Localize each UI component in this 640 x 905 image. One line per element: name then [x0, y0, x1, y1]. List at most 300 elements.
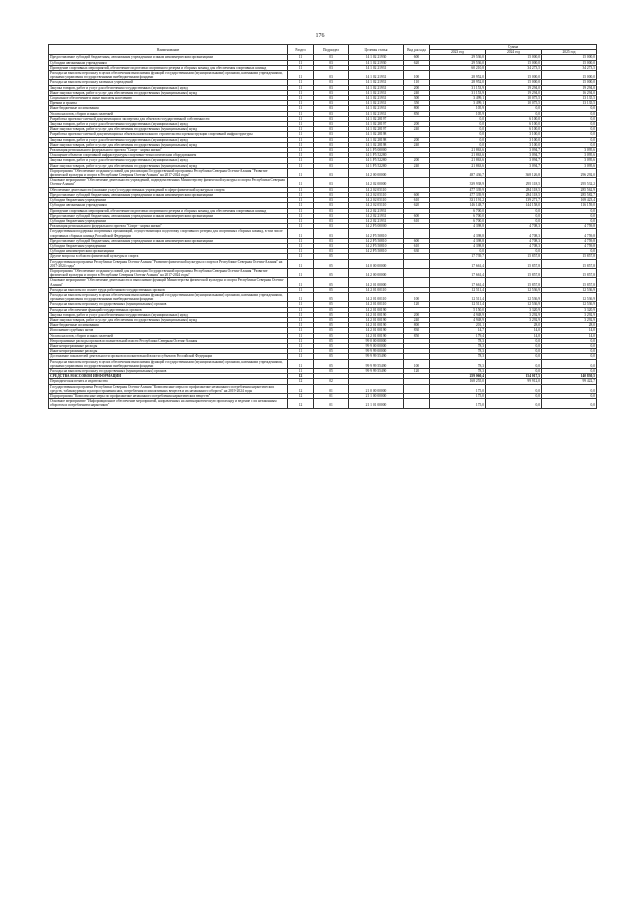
row-sum-2023: 60 210,8 — [430, 65, 486, 70]
row-sum-2025: 12 536,9 — [542, 292, 597, 301]
row-csr: 14 2 01 00000 — [349, 278, 404, 287]
row-sum-2025: 14,0 — [542, 333, 597, 338]
row-podrazdel: 05 — [314, 317, 349, 322]
row-podrazdel: 05 — [314, 292, 349, 301]
row-csr: 99 9 99 55490 — [349, 369, 404, 374]
row-csr: 14 1 02 21931 — [349, 71, 404, 80]
row-podrazdel: 02 — [314, 379, 349, 384]
header-vr: Вид расхода — [404, 45, 430, 55]
row-sum-2025: 15 857,8 — [542, 278, 597, 287]
row-sum-2024: 14,0 — [486, 333, 542, 338]
row-sum-2025: 0,0 — [542, 354, 597, 359]
row-podrazdel: 03 — [314, 106, 349, 111]
row-sum-2023: 17 661,4 — [430, 259, 486, 268]
row-sum-2023: 31 153,9 — [430, 85, 486, 90]
row-razdel: 11 — [288, 65, 314, 70]
row-csr: 21 0 00 00000 — [349, 384, 404, 393]
row-sum-2023: 0,0 — [430, 249, 486, 254]
row-razdel: 11 — [288, 328, 314, 333]
header-year-2023: 2023 год — [430, 50, 486, 55]
row-sum-2023: 168 255,0 — [430, 379, 486, 384]
row-podrazdel: 03 — [314, 229, 349, 238]
row-csr: 14 1 P5 52280 — [349, 163, 404, 168]
row-name: Субсидии автономным учреждениям — [49, 203, 288, 208]
row-razdel: 11 — [288, 148, 314, 153]
row-vr: 200 — [404, 137, 430, 142]
row-podrazdel: 03 — [314, 71, 349, 80]
row-podrazdel: 03 — [314, 249, 349, 254]
row-name: Периодическая печать и издательства — [49, 379, 288, 384]
row-vr: 610 — [404, 198, 430, 203]
row-csr: 99 9 99 55490 — [349, 359, 404, 368]
row-vr: 850 — [404, 111, 430, 116]
row-podrazdel: 03 — [314, 153, 349, 158]
table-row — [49, 259, 597, 268]
row-razdel: 11 — [288, 213, 314, 218]
row-sum-2024: 3 100,0 — [486, 137, 542, 142]
row-sum-2025: 0,0 — [542, 384, 597, 393]
row-razdel: 11 — [288, 137, 314, 142]
header-csr: Целевая статья — [349, 45, 404, 55]
row-razdel: 11 — [288, 323, 314, 328]
row-sum-2024: 0,0 — [486, 213, 542, 218]
row-razdel: 11 — [288, 80, 314, 85]
row-sum-2025: 0,0 — [542, 142, 597, 147]
row-name: Предоставление субсидий бюджетным, автономным учреждениям и иным некоммерческим организациям — [49, 55, 288, 60]
row-name: Социальное обеспечение и иные выплаты населению — [49, 96, 288, 101]
row-podrazdel: 03 — [314, 132, 349, 137]
row-sum-2023: 21 863,6 — [430, 148, 486, 153]
row-podrazdel: 03 — [314, 137, 349, 142]
row-csr: 14 1 02 21931 — [349, 106, 404, 111]
row-csr: 14 1 02 28197 — [349, 122, 404, 127]
row-csr: 14 1 02 28198 — [349, 132, 404, 137]
row-sum-2024: 3 094,7 — [486, 163, 542, 168]
row-podrazdel: 05 — [314, 302, 349, 307]
row-razdel: 12 — [288, 399, 314, 408]
row-sum-2023: 4 398,8 — [430, 243, 486, 248]
row-sum-2023: 331 191,2 — [430, 198, 486, 203]
row-sum-2025: 15 000,0 — [542, 71, 597, 80]
header-sum: Сумма — [430, 45, 597, 50]
row-sum-2025: 0,0 — [542, 343, 597, 348]
row-csr: 14 2 01 00190 — [349, 323, 404, 328]
row-sum-2023: 4 948,9 — [430, 317, 486, 322]
row-podrazdel: 05 — [314, 287, 349, 292]
row-vr — [404, 278, 430, 287]
row-vr: 830 — [404, 328, 430, 333]
row-sum-2024: 0,0 — [486, 359, 542, 368]
row-razdel: 11 — [288, 192, 314, 197]
row-sum-2023: 0,0 — [430, 137, 486, 142]
row-podrazdel: 05 — [314, 369, 349, 374]
row-csr: 14 2 01 00110 — [349, 302, 404, 307]
row-sum-2025: 3 292,9 — [542, 312, 597, 317]
row-podrazdel: 03 — [314, 60, 349, 65]
row-csr: 14 1 02 21931 — [349, 65, 404, 70]
row-sum-2024: 368 126,8 — [486, 168, 542, 177]
row-name: Исполнение судебных актов — [49, 328, 288, 333]
row-name: Подпрограмма "Обеспечение создания условий для реализации Государственной программы Республики Северная Осетия-Алания "Развитие физической культуры и спорта в Республике Северная Осетия-Алания" на 2017-2024 годы" — [49, 268, 288, 277]
row-sum-2023: 14,7 — [430, 328, 486, 333]
row-sum-2023: 78,3 — [430, 349, 486, 354]
row-csr: 14 2 02 05110 — [349, 192, 404, 197]
row-podrazdel: 05 — [314, 254, 349, 259]
row-name: Государственная поддержка спортивных организаций, осуществляющих подготовку спортивного резерва для спортивных сборных команд, в том числе спортивных сборных команд Российской Федерации — [49, 229, 288, 238]
row-csr: 14 0 00 00000 — [349, 259, 404, 268]
row-sum-2024: 28,0 — [486, 323, 542, 328]
row-podrazdel: 05 — [314, 312, 349, 317]
row-csr: 14 2 P5 50810 — [349, 243, 404, 248]
row-sum-2025: 0,0 — [542, 111, 597, 116]
table-row — [49, 399, 597, 408]
row-name: Субсидии бюджетным учреждениям — [49, 243, 288, 248]
row-sum-2024: 3 292,9 — [486, 312, 542, 317]
row-sum-2025: 12 536,9 — [542, 302, 597, 307]
row-vr: 240 — [404, 163, 430, 168]
row-name: Иные закупки товаров, работ и услуг для обеспечения государственных (муниципальных) нужд — [49, 127, 288, 132]
row-name: Уплата налогов, сборов и иных платежей — [49, 111, 288, 116]
row-razdel: 11 — [288, 163, 314, 168]
row-sum-2023: 6 700,0 — [430, 218, 486, 223]
row-sum-2024: 0,0 — [486, 111, 542, 116]
row-sum-2025: 0,0 — [542, 116, 597, 121]
row-sum-2024: 139 271,7 — [486, 198, 542, 203]
row-sum-2025: 4 759,8 — [542, 229, 597, 238]
table-row — [49, 71, 597, 80]
row-vr — [404, 229, 430, 238]
row-razdel: 11 — [288, 302, 314, 307]
row-podrazdel: 03 — [314, 178, 349, 187]
row-sum-2024: 4 708,3 — [486, 224, 542, 229]
budget-table — [48, 44, 597, 409]
row-razdel: 11 — [288, 198, 314, 203]
row-sum-2023: 28 952,0 — [430, 71, 486, 80]
row-sum-2025: 0,0 — [542, 349, 597, 354]
row-name: Закупка товаров, работ и услуг для обеспечения государственных (муниципальных) нужд — [49, 312, 288, 317]
table-row — [49, 359, 597, 368]
row-csr: 14 2 P5 50810 — [349, 249, 404, 254]
row-sum-2024: 12 536,9 — [486, 292, 542, 301]
row-sum-2025: 3 095,6 — [542, 153, 597, 158]
row-sum-2025: 3 095,6 — [542, 148, 597, 153]
row-csr: 14 1 P5 52280 — [349, 153, 404, 158]
row-vr — [404, 399, 430, 408]
row-sum-2025: 34 273,5 — [542, 65, 597, 70]
row-razdel: 12 — [288, 394, 314, 399]
row-csr: 14 2 00 00000 — [349, 168, 404, 177]
row-name: Расходы на выплаты персоналу государственных (муниципальных) органов — [49, 369, 288, 374]
row-razdel: 12 — [288, 379, 314, 384]
row-vr: 300 — [404, 96, 430, 101]
row-razdel: 11 — [288, 116, 314, 121]
row-podrazdel: 03 — [314, 111, 349, 116]
row-name: Государственная программа Республики Северная Осетия-Алания "Развитие физической культуры и спорта в Республике Северная Осетия-Алания" на 2017-2024 годы" — [49, 259, 288, 268]
row-name: Расходы на выплаты персоналу в целях обеспечения выполнения функций государственными (муниципальными) органами, казенными учреждениями, органами управления государственными внебюджетными фондами — [49, 292, 288, 301]
row-name: Предоставление субсидий бюджетным, автономным учреждениям и иным некоммерческим организациям — [49, 213, 288, 218]
row-sum-2025: 15 000,0 — [542, 55, 597, 60]
row-razdel: 11 — [288, 71, 314, 80]
row-razdel: 11 — [288, 359, 314, 368]
row-csr: 14 2 P5 00000 — [349, 224, 404, 229]
row-sum-2024: 10 075,5 — [486, 96, 542, 101]
row-sum-2024: 12 536,9 — [486, 287, 542, 292]
row-sum-2023: 6 700,0 — [430, 208, 486, 213]
row-sum-2023: 477 339,9 — [430, 187, 486, 192]
row-name: Иные закупки товаров, работ и услуг для обеспечения государственных (муниципальных) нужд — [49, 142, 288, 147]
row-csr: 14 1 02 28197 — [349, 116, 404, 121]
row-podrazdel: 05 — [314, 307, 349, 312]
row-sum-2024: 0,0 — [486, 384, 542, 393]
row-vr: 350 — [404, 101, 430, 106]
row-csr: 14 2 P5 50810 — [349, 229, 404, 238]
row-sum-2023: 21 863,6 — [430, 158, 486, 163]
row-podrazdel: 03 — [314, 65, 349, 70]
row-podrazdel: 03 — [314, 243, 349, 248]
row-name: Реализация регионального федерального проекта "Спорт - норма жизни" — [49, 148, 288, 153]
row-sum-2025: 285 562,9 — [542, 187, 597, 192]
row-razdel: 11 — [288, 268, 314, 277]
row-vr: 100 — [404, 359, 430, 368]
row-razdel: 11 — [288, 142, 314, 147]
row-vr: 200 — [404, 85, 430, 90]
row-sum-2024: 3 094,7 — [486, 158, 542, 163]
header-row — [49, 45, 597, 50]
row-podrazdel: 03 — [314, 122, 349, 127]
row-name: Оснащение объектов спортивной инфраструктуры спортивно-технологическим оборудованием — [49, 153, 288, 158]
row-podrazdel: 03 — [314, 148, 349, 153]
row-sum-2023: 0,0 — [430, 127, 486, 132]
row-razdel: 11 — [288, 278, 314, 287]
row-sum-2025: 0,0 — [542, 213, 597, 218]
row-vr: 240 — [404, 90, 430, 95]
row-sum-2025: 295 532,2 — [542, 178, 597, 187]
row-sum-2025: 13 135,5 — [542, 101, 597, 106]
row-sum-2025: 0,0 — [542, 359, 597, 368]
row-razdel: 11 — [288, 60, 314, 65]
row-sum-2025: 296 292,0 — [542, 168, 597, 177]
row-razdel: 11 — [288, 132, 314, 137]
row-razdel: 11 — [288, 243, 314, 248]
row-csr: 14 1 02 21930 — [349, 55, 404, 60]
row-sum-2024: 19 294,0 — [486, 85, 542, 90]
row-csr: 99 0 00 00000 — [349, 338, 404, 343]
row-csr: 14 2 02 21931 — [349, 218, 404, 223]
row-podrazdel: 03 — [314, 168, 349, 177]
row-sum-2023: 175,0 — [430, 384, 486, 393]
row-podrazdel: 03 — [314, 213, 349, 218]
row-vr: 600 — [404, 213, 430, 218]
row-sum-2023: 4 398,8 — [430, 229, 486, 238]
row-podrazdel: 05 — [314, 259, 349, 268]
row-name: Субсидии некоммерческим организациям — [49, 249, 288, 254]
row-csr: 14 1 02 21931 — [349, 111, 404, 116]
row-razdel: 11 — [288, 238, 314, 243]
row-name: Расходы на выплаты персоналу в целях обеспечения выполнения функций государственными (муниципальными) органами, казенными учреждениями, органами управления государственными внебюджетными фондами — [49, 359, 288, 368]
header-podrazdel: Подраздел — [314, 45, 349, 55]
row-razdel: 11 — [288, 343, 314, 348]
row-sum-2025: 0,0 — [542, 218, 597, 223]
row-sum-2024: 6 100,0 — [486, 116, 542, 121]
row-podrazdel: 03 — [314, 218, 349, 223]
row-vr: 240 — [404, 127, 430, 132]
row-name: Предоставление субсидий бюджетным, автономным учреждениям и иным некоммерческим организациям — [49, 192, 288, 197]
row-razdel: 11 — [288, 178, 314, 187]
row-razdel: 11 — [288, 287, 314, 292]
row-vr: 120 — [404, 369, 430, 374]
row-sum-2025: 0,0 — [542, 106, 597, 111]
row-csr: 14 2 00 00000 — [349, 268, 404, 277]
row-razdel: 11 — [288, 90, 314, 95]
row-name: Государственная программа Республики Северная Осетия-Алания "Комплексные меры по профилактике незаконного потребления наркотических средств, табакокурения и распространения них, потребления психоактивных веществ и их незаконного оборота" на 2019-2024 годы — [49, 384, 288, 393]
row-name: Основное мероприятие "Обеспечение деятельности учреждений, подведомственных Министерству физической культуры и спорта Республики Северная Осетия-Алания" — [49, 178, 288, 187]
row-sum-2025: 15 857,8 — [542, 254, 597, 259]
row-sum-2025: 28,0 — [542, 323, 597, 328]
row-name: Подпрограмма "Обеспечение создания условий для реализации Государственной программы Республики Северная Осетия-Алания "Развитие физической культуры и спорта в Республике Северная Осетия-Алания" на 2017-2024 годы" — [49, 168, 288, 177]
row-sum-2023: 3 499,1 — [430, 101, 486, 106]
row-sum-2025: 285 582,7 — [542, 192, 597, 197]
row-vr: 620 — [404, 60, 430, 65]
table-row — [49, 278, 597, 287]
row-name: Проведение спортивных мероприятий, обеспечение подготовки спортивного резерва и сборных команд для обеспечения спортивных команд — [49, 65, 288, 70]
row-sum-2023: 259 060,4 — [430, 374, 486, 379]
row-razdel: 12 — [288, 384, 314, 393]
row-razdel: 11 — [288, 111, 314, 116]
row-csr: 14 2 01 00110 — [349, 292, 404, 301]
row-name: Расходы на выплаты по оплате труда работников государственных органов — [49, 287, 288, 292]
table-row — [49, 168, 597, 177]
row-sum-2024: 15 000,0 — [486, 80, 542, 85]
row-podrazdel: 03 — [314, 158, 349, 163]
row-razdel: 11 — [288, 127, 314, 132]
row-razdel: 11 — [288, 203, 314, 208]
row-sum-2023: 0,0 — [430, 122, 486, 127]
row-name: СРЕДСТВА МАССОВОЙ ИНФОРМАЦИИ — [49, 374, 288, 379]
row-vr: 600 — [404, 238, 430, 243]
row-name: Непрограммные расходы органов исполнительной власти Республики Северная Осетия-Алания — [49, 338, 288, 343]
row-csr: 14 2 02 21931 — [349, 208, 404, 213]
row-name: Обеспечение деятельности (оказание услуг) государственных учреждений в сфере физической культуры и спорта — [49, 187, 288, 192]
row-podrazdel: 05 — [314, 338, 349, 343]
row-podrazdel: 05 — [314, 333, 349, 338]
row-sum-2025: 140 830,5 — [542, 374, 597, 379]
row-sum-2024: 3 320,9 — [486, 307, 542, 312]
row-name: Закупка товаров, работ и услуг для обеспечения государственных (муниципальных) нужд — [49, 137, 288, 142]
table-row — [49, 178, 597, 187]
row-csr: 14 2 02 05110 — [349, 187, 404, 192]
row-razdel: 11 — [288, 168, 314, 177]
row-sum-2024: 15 857,8 — [486, 259, 542, 268]
row-sum-2023: 105,9 — [430, 111, 486, 116]
row-sum-2023: 146 148,7 — [430, 203, 486, 208]
row-name: Основное мероприятие "Обеспечение деятельности и выполнение функций Министерства физической культуры и спорта Республики Северная Осетия-Алания" — [49, 278, 288, 287]
row-csr: 14 2 01 00190 — [349, 328, 404, 333]
row-csr: 21 1 01 00000 — [349, 399, 404, 408]
row-vr: 120 — [404, 302, 430, 307]
row-vr: 100 — [404, 292, 430, 301]
row-name: Иные бюджетные ассигнования — [49, 106, 288, 111]
row-sum-2024: 10 075,5 — [486, 101, 542, 106]
row-sum-2025: 15 857,8 — [542, 259, 597, 268]
row-name: Иные бюджетные ассигнования — [49, 323, 288, 328]
row-sum-2024: 284 118,5 — [486, 187, 542, 192]
row-podrazdel: 05 — [314, 268, 349, 277]
row-sum-2025: 0,0 — [542, 132, 597, 137]
row-sum-2024: 4 708,3 — [486, 238, 542, 243]
row-podrazdel: 01 — [314, 399, 349, 408]
row-vr: 850 — [404, 333, 430, 338]
row-sum-2023: 179,4 — [430, 333, 486, 338]
row-name: Закупка товаров, работ и услуг для обеспечения государственных (муниципальных) нужд — [49, 122, 288, 127]
row-sum-2023: 29 536,0 — [430, 60, 486, 65]
row-sum-2024: 0,0 — [486, 249, 542, 254]
row-razdel: 11 — [288, 158, 314, 163]
row-name: Закупка товаров, работ и услуг для обеспечения государственных (муниципальных) нужд — [49, 85, 288, 90]
row-name: Иные закупки товаров, работ и услуг для обеспечения государственных (муниципальных) нужд — [49, 317, 288, 322]
row-sum-2025: 4 759,8 — [542, 224, 597, 229]
row-sum-2024: 0,0 — [486, 394, 542, 399]
row-sum-2025: 0,0 — [542, 394, 597, 399]
row-sum-2025: 13 135,5 — [542, 96, 597, 101]
row-name: Иные закупки товаров, работ и услуг для обеспечения государственных (муниципальных) нужд — [49, 163, 288, 168]
row-csr: 14 1 P5 52280 — [349, 158, 404, 163]
row-csr: 14 1 02 21931 — [349, 96, 404, 101]
row-podrazdel: 03 — [314, 127, 349, 132]
row-razdel: 11 — [288, 101, 314, 106]
row-vr: 620 — [404, 203, 430, 208]
row-sum-2023: 0,0 — [430, 132, 486, 137]
row-podrazdel: 03 — [314, 224, 349, 229]
row-sum-2024: 0,0 — [486, 218, 542, 223]
row-sum-2023: 12 511,4 — [430, 302, 486, 307]
row-vr: 610 — [404, 243, 430, 248]
header-razdel: Раздел — [288, 45, 314, 55]
row-sum-2023: 175,0 — [430, 394, 486, 399]
row-csr: 14 2 02 05110 — [349, 203, 404, 208]
row-sum-2023: 17 661,4 — [430, 278, 486, 287]
row-razdel: 11 — [288, 218, 314, 223]
row-name: Проведение спортивных мероприятий, обеспечение подготовки спортивного резерва и сборных команд для обеспечения спортивных команд — [49, 208, 288, 213]
row-sum-2023: 3 499,1 — [430, 96, 486, 101]
row-razdel: 11 — [288, 333, 314, 338]
row-sum-2023: 0,0 — [430, 142, 486, 147]
row-sum-2025: 4 759,8 — [542, 243, 597, 248]
row-sum-2025: 14,0 — [542, 328, 597, 333]
row-razdel: 12 — [288, 374, 314, 379]
row-sum-2024: 0,0 — [486, 106, 542, 111]
row-sum-2024: 0,0 — [486, 369, 542, 374]
row-sum-2024: 3 094,7 — [486, 148, 542, 153]
row-razdel: 11 — [288, 208, 314, 213]
header-name: Наименование — [49, 45, 288, 55]
row-csr: 14 1 02 28198 — [349, 142, 404, 147]
row-sum-2023: 175,0 — [430, 399, 486, 408]
row-name: Другие вопросы в области физической культуры и спорта — [49, 254, 288, 259]
row-sum-2023: 78,3 — [430, 354, 486, 359]
row-sum-2023: 31 153,9 — [430, 90, 486, 95]
row-csr: 14 2 01 00190 — [349, 333, 404, 338]
row-sum-2024: 0,0 — [486, 338, 542, 343]
row-sum-2023: 201,1 — [430, 323, 486, 328]
row-podrazdel: 05 — [314, 343, 349, 348]
row-sum-2025: 16 294,0 — [542, 90, 597, 95]
row-razdel: 11 — [288, 85, 314, 90]
table-row — [49, 292, 597, 301]
row-sum-2024: 34 273,5 — [486, 65, 542, 70]
row-sum-2023: 4 398,8 — [430, 224, 486, 229]
row-sum-2024: 0,0 — [486, 349, 542, 354]
row-sum-2023: 0,0 — [430, 116, 486, 121]
